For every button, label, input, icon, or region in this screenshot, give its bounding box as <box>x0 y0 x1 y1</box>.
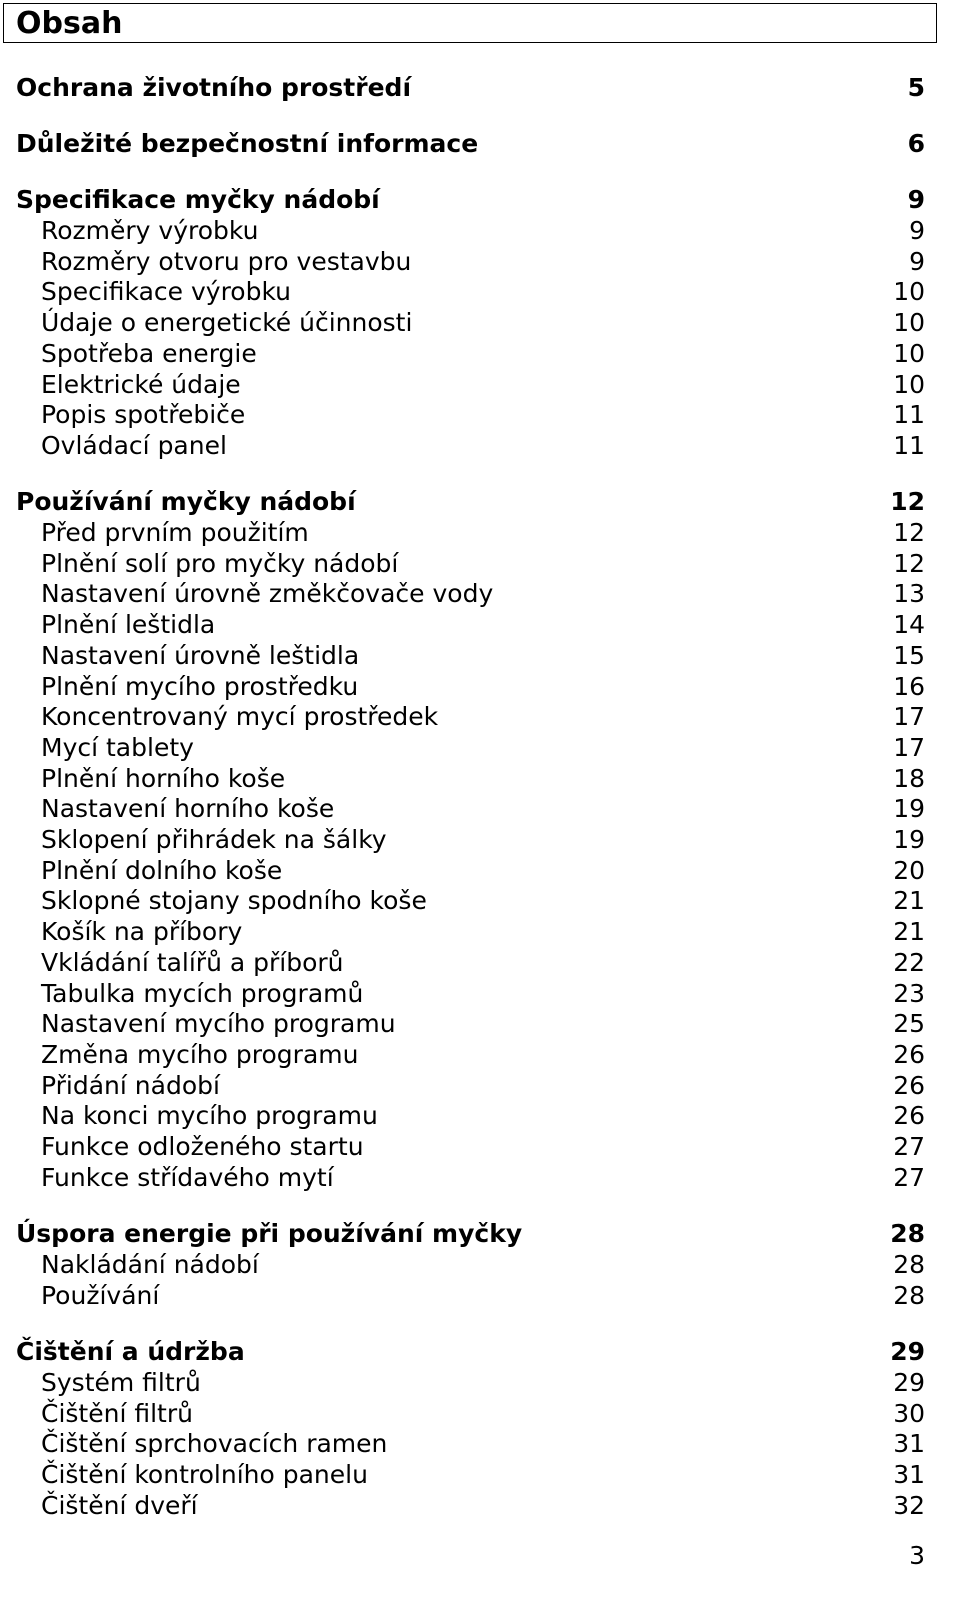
toc-subentry[interactable] <box>0 947 960 978</box>
toc-subentry-title: Sklopení přihrádek na šálky <box>41 825 387 854</box>
toc-subentry-title: Elektrické údaje <box>41 370 241 399</box>
toc-subentry-title: Rozměry výrobku <box>41 216 259 245</box>
toc-subentry-title: Před prvním použitím <box>41 518 309 547</box>
toc-subentry-title: Čištění sprchovacích ramen <box>41 1429 388 1458</box>
toc-subentry-page: 30 <box>893 1399 925 1428</box>
toc-subentry-page: 11 <box>893 400 925 429</box>
toc-subentry[interactable] <box>0 1490 960 1521</box>
toc-subentry-page: 9 <box>909 216 925 245</box>
toc-subentry-page: 31 <box>893 1460 925 1489</box>
toc-subentry-title: Čištění dveří <box>41 1491 198 1520</box>
toc-subentry[interactable] <box>0 978 960 1009</box>
page-title: Obsah <box>16 6 123 41</box>
toc-subentry[interactable] <box>0 307 960 338</box>
toc-subentry[interactable] <box>0 1100 960 1131</box>
toc-subentry-title: Plnění dolního koše <box>41 856 283 885</box>
toc-subentry-page: 23 <box>893 979 925 1008</box>
toc-subentry-page: 10 <box>893 339 925 368</box>
toc-subentry-title: Na konci mycího programu <box>41 1101 378 1130</box>
toc-subentry[interactable] <box>0 885 960 916</box>
toc-subentry[interactable] <box>0 399 960 430</box>
toc-subentry-page: 26 <box>893 1040 925 1069</box>
toc-subentry-title: Tabulka mycích programů <box>41 979 364 1008</box>
toc-subentry-page: 17 <box>893 733 925 762</box>
toc-subentry-page: 21 <box>893 886 925 915</box>
toc-subentry-title: Popis spotřebiče <box>41 400 246 429</box>
toc-subentry[interactable] <box>0 1398 960 1429</box>
toc-subentry-title: Nastavení úrovně leštidla <box>41 641 360 670</box>
toc-subentry-title: Změna mycího programu <box>41 1040 359 1069</box>
toc-subentry-page: 22 <box>893 948 925 977</box>
toc-section-page: 12 <box>890 487 925 516</box>
toc-subentry[interactable] <box>0 1280 960 1311</box>
page-number: 3 <box>909 1541 925 1570</box>
toc-section-entry[interactable] <box>0 486 960 517</box>
toc-subentry[interactable] <box>0 1131 960 1162</box>
toc-subentry-title: Sklopné stojany spodního koše <box>41 886 427 915</box>
toc-subentry-page: 32 <box>893 1491 925 1520</box>
toc-subentry-title: Koncentrovaný mycí prostředek <box>41 702 439 731</box>
toc-subentry[interactable] <box>0 671 960 702</box>
toc-subentry-page: 26 <box>893 1071 925 1100</box>
toc-subentry-page: 19 <box>893 794 925 823</box>
toc-subentry[interactable] <box>0 793 960 824</box>
toc-subentry-page: 28 <box>893 1250 925 1279</box>
toc-subentry-title: Plnění mycího prostředku <box>41 672 359 701</box>
toc-subentry[interactable] <box>0 246 960 277</box>
toc-section-page: 29 <box>890 1337 925 1366</box>
toc-subentry[interactable] <box>0 763 960 794</box>
toc-subentry-page: 18 <box>893 764 925 793</box>
toc-subentry-page: 12 <box>893 518 925 547</box>
toc-subentry-title: Přidání nádobí <box>41 1071 220 1100</box>
toc-subentry[interactable] <box>0 430 960 461</box>
toc-subentry-title: Nastavení horního koše <box>41 794 335 823</box>
toc-subentry-page: 9 <box>909 247 925 276</box>
toc-subentry[interactable] <box>0 609 960 640</box>
toc-subentry-page: 25 <box>893 1009 925 1038</box>
toc-subentry-page: 11 <box>893 431 925 460</box>
toc-subentry-page: 12 <box>893 549 925 578</box>
toc-subentry-title: Vkládání talířů a příborů <box>41 948 344 977</box>
toc-subentry-title: Údaje o energetické účinnosti <box>41 308 413 337</box>
toc-title-box <box>3 3 937 43</box>
toc-section-title: Důležité bezpečnostní informace <box>16 129 479 158</box>
toc-section-title: Čištění a údržba <box>16 1337 245 1366</box>
toc-section-page: 5 <box>907 73 925 102</box>
toc-section-page: 6 <box>907 129 925 158</box>
toc-subentry[interactable] <box>0 824 960 855</box>
toc-subentry[interactable] <box>0 1249 960 1280</box>
toc-section-title: Specifikace myčky nádobí <box>16 185 380 214</box>
toc-subentry-page: 10 <box>893 308 925 337</box>
toc-subentry-title: Plnění leštidla <box>41 610 216 639</box>
toc-subentry-page: 16 <box>893 672 925 701</box>
toc-subentry-page: 13 <box>893 579 925 608</box>
toc-subentry[interactable] <box>0 1459 960 1490</box>
toc-subentry-title: Rozměry otvoru pro vestavbu <box>41 247 412 276</box>
toc-subentry-page: 28 <box>893 1281 925 1310</box>
toc-subentry[interactable] <box>0 1070 960 1101</box>
toc-subentry-page: 19 <box>893 825 925 854</box>
toc-section-entry[interactable] <box>0 1218 960 1249</box>
toc-subentry[interactable] <box>0 701 960 732</box>
toc-subentry-page: 15 <box>893 641 925 670</box>
toc-subentry-title: Funkce odloženého startu <box>41 1132 364 1161</box>
toc-subentry[interactable] <box>0 1162 960 1193</box>
toc-subentry-page: 10 <box>893 277 925 306</box>
toc-subentry-title: Systém filtrů <box>41 1368 201 1397</box>
toc-subentry-page: 29 <box>893 1368 925 1397</box>
toc-subentry[interactable] <box>0 855 960 886</box>
toc-section-page: 9 <box>907 185 925 214</box>
toc-subentry-title: Plnění solí pro myčky nádobí <box>41 549 399 578</box>
toc-subentry-page: 17 <box>893 702 925 731</box>
toc-subentry-page: 27 <box>893 1132 925 1161</box>
toc-subentry-title: Specifikace výrobku <box>41 277 292 306</box>
toc-subentry-title: Ovládací panel <box>41 431 227 460</box>
toc-subentry-title: Funkce střídavého mytí <box>41 1163 334 1192</box>
toc-subentry[interactable] <box>0 548 960 579</box>
toc-section-entry[interactable] <box>0 72 960 103</box>
toc-subentry-title: Košík na příbory <box>41 917 243 946</box>
toc-subentry-title: Spotřeba energie <box>41 339 257 368</box>
toc-subentry-title: Plnění horního koše <box>41 764 286 793</box>
toc-subentry[interactable] <box>0 1008 960 1039</box>
toc-subentry-title: Nastavení mycího programu <box>41 1009 396 1038</box>
toc-subentry-page: 27 <box>893 1163 925 1192</box>
toc-subentry-title: Nakládání nádobí <box>41 1250 259 1279</box>
toc-subentry[interactable] <box>0 276 960 307</box>
toc-subentry-title: Čištění filtrů <box>41 1399 193 1428</box>
toc-section-page: 28 <box>890 1219 925 1248</box>
toc-section-title: Úspora energie při používání myčky <box>16 1219 523 1248</box>
toc-section-title: Používání myčky nádobí <box>16 487 356 516</box>
toc-subentry-page: 31 <box>893 1429 925 1458</box>
toc-subentry-title: Používání <box>41 1281 160 1310</box>
toc-subentry-page: 21 <box>893 917 925 946</box>
toc-subentry[interactable] <box>0 517 960 548</box>
toc-subentry-title: Nastavení úrovně změkčovače vody <box>41 579 494 608</box>
toc-section-title: Ochrana životního prostředí <box>16 73 412 102</box>
toc-subentry[interactable] <box>0 215 960 246</box>
toc-subentry[interactable] <box>0 916 960 947</box>
toc-subentry-title: Mycí tablety <box>41 733 194 762</box>
toc-subentry-page: 20 <box>893 856 925 885</box>
toc-section-entry[interactable] <box>0 128 960 159</box>
toc-subentry[interactable] <box>0 640 960 671</box>
toc-subentry[interactable] <box>0 338 960 369</box>
toc-subentry[interactable] <box>0 732 960 763</box>
toc-subentry[interactable] <box>0 578 960 609</box>
toc-subentry-page: 14 <box>893 610 925 639</box>
toc-subentry-title: Čištění kontrolního panelu <box>41 1460 368 1489</box>
toc-subentry-page: 26 <box>893 1101 925 1130</box>
toc-subentry-page: 10 <box>893 370 925 399</box>
toc-subentry[interactable] <box>0 1367 960 1398</box>
toc-subentry[interactable] <box>0 1039 960 1070</box>
toc-subentry[interactable] <box>0 369 960 400</box>
toc-section-entry[interactable] <box>0 1336 960 1367</box>
toc-subentry[interactable] <box>0 1428 960 1459</box>
toc-section-entry[interactable] <box>0 184 960 215</box>
